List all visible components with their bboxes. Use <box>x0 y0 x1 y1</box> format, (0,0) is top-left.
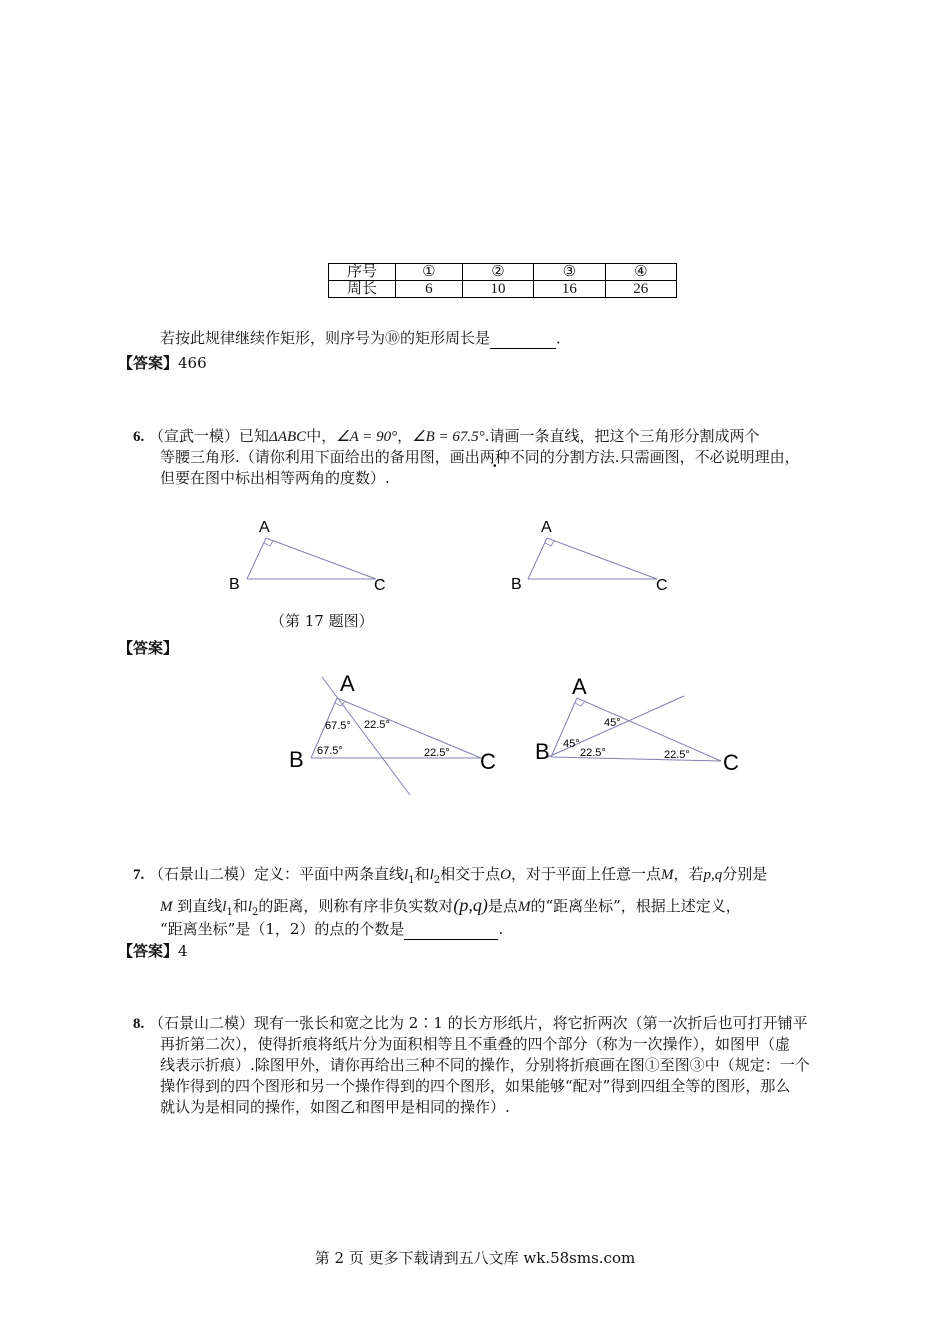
variable-symbol: p,q <box>703 867 723 883</box>
answer-figure-1 <box>311 677 481 795</box>
emphasis-text: 两种 <box>479 448 510 466</box>
triangle-symbol: ΔABC <box>269 429 307 445</box>
vertex-label-c: C <box>374 577 386 594</box>
vertex-label-a: A <box>541 519 552 536</box>
figure-caption <box>270 611 374 631</box>
table-cell: 26 <box>605 281 676 298</box>
answer-label: 【答案】 <box>118 942 179 960</box>
q6-figures <box>0 510 950 630</box>
point-symbol: M <box>517 899 531 915</box>
q6-text: ， <box>397 427 413 445</box>
answer-label: 【答案】 <box>118 639 179 657</box>
table-cell: 周长 <box>329 281 396 298</box>
table-cell: 6 <box>396 281 463 298</box>
angle-label: 22.5° <box>664 749 690 761</box>
line-symbol: l <box>429 867 434 883</box>
q7-text: ，若 <box>673 865 704 883</box>
footer-text: 第 2 页 更多下载请到五八文库 wk.58sms.com <box>314 1249 636 1267</box>
q7-line1 <box>133 864 767 891</box>
q6-text: 不同的分割方法.只需画图，不必说明理由， <box>509 448 800 466</box>
q8-text: 再折第二次），使得折痕将纸片分为面积相等且不重叠的四个部分（称为一次操作），如图甲（虚 <box>160 1035 791 1053</box>
q7-answer <box>118 941 188 961</box>
q6-text: （宣武一模）已知 <box>149 427 270 445</box>
vertex-label-c: C <box>480 749 496 774</box>
page-footer <box>0 1247 950 1268</box>
q7-text: “距离坐标”是（1，2）的点的个数是 <box>160 920 405 938</box>
table-cell: 序号 <box>329 264 396 281</box>
caption-text: （第 17 题图） <box>270 612 374 630</box>
subscript: 1 <box>226 907 233 918</box>
q6-line1 <box>133 426 759 447</box>
answer-blank <box>490 328 556 349</box>
q5-answer <box>118 353 207 373</box>
q8-text: 线表示折痕）.除图甲外，请你再给出三种不同的操作，分别将折痕画在图①至图③中（规定：一个 <box>160 1056 810 1074</box>
vertex-label-b: B <box>511 576 522 593</box>
q8-text: （石景山二模）现有一张长和宽之比为 2∶1 的长方形纸片，将它折两次（第一次折后也可打开铺平 <box>149 1014 808 1032</box>
subscript: 2 <box>252 907 259 918</box>
question-number: 7. <box>133 867 145 883</box>
sequence-table <box>328 263 677 298</box>
answer-value: 466 <box>178 354 207 372</box>
angle-label: 45° <box>563 738 580 750</box>
q5-text-before: 若按此规律继续作矩形，则序号为⑩的矩形周长是 <box>160 329 491 347</box>
vertex-label-a: A <box>259 519 270 536</box>
answer-blank <box>404 919 498 940</box>
table-row <box>329 281 677 298</box>
angle-label: 22.5° <box>580 747 606 759</box>
angle-label: 22.5° <box>424 747 450 759</box>
angle-a: ∠A = 90° <box>336 429 398 445</box>
subscript: 1 <box>408 875 415 886</box>
subscript: 2 <box>433 875 441 886</box>
line-symbol: l <box>404 867 409 883</box>
q8-line2 <box>160 1034 790 1054</box>
vertex-label-c: C <box>656 577 668 594</box>
point-symbol: O <box>500 867 512 883</box>
q8-text: 就认为是相同的操作，如图乙和图甲是相同的操作）. <box>160 1098 510 1116</box>
q7-text: 是点 <box>487 897 518 915</box>
angle-label: 67.5° <box>317 745 343 757</box>
q7-text: 分别是 <box>722 865 768 883</box>
q8-line1 <box>133 1013 808 1034</box>
q7-text: 和 <box>414 865 430 883</box>
vertex-label-a: A <box>340 671 355 696</box>
angle-label: 45° <box>604 717 621 729</box>
table-cell: 10 <box>462 281 533 298</box>
vertex-label-b: B <box>229 576 240 593</box>
answer-value: 4 <box>178 942 188 960</box>
question-number: 8. <box>133 1016 145 1032</box>
table-cell: ② <box>462 264 533 281</box>
answer-figure-2 <box>548 696 721 761</box>
table-cell: ④ <box>605 264 676 281</box>
question-number: 6. <box>133 429 145 445</box>
q7-text: （石景山二模）定义：平面中两条直线 <box>149 865 405 883</box>
q7-line3 <box>160 919 503 940</box>
q7-text: 和 <box>232 897 248 915</box>
q6-text: 等腰三角形.（请你利用下面给出的备用图，画出 <box>160 448 480 466</box>
q7-text: 的“距离坐标”，根据上述定义， <box>530 897 741 915</box>
q8-line4 <box>160 1076 790 1096</box>
q6-text: .请画一条直线，把这个三角形分割成两个 <box>484 427 760 445</box>
triangle-figure-2 <box>528 538 657 579</box>
q5-text-after: ． <box>556 329 572 347</box>
q7-text: . <box>498 920 504 938</box>
table-cell: 16 <box>534 281 605 298</box>
vertex-label-c: C <box>723 750 739 775</box>
q8-text: 操作得到的四个图形和另一个操作得到的四个图形，如果能够“配对”得到四组全等的图形，那么 <box>160 1077 791 1095</box>
q6-text: 中， <box>306 427 337 445</box>
q6-text: 但要在图中标出相等两角的度数）. <box>160 469 390 487</box>
q6-answer-figures <box>0 665 950 800</box>
q6-line2 <box>160 447 800 467</box>
q7-text: ，对于平面上任意一点 <box>511 865 662 883</box>
angle-b: ∠B = 67.5° <box>412 429 485 445</box>
q8-line5 <box>160 1097 510 1117</box>
vertex-label-b: B <box>289 747 304 772</box>
vertex-label-a: A <box>572 674 587 699</box>
line-symbol: l <box>247 899 253 915</box>
q6-line3 <box>160 468 390 488</box>
angle-label: 22.5° <box>364 719 390 731</box>
vertex-label-b: B <box>535 739 550 764</box>
q5-text <box>160 328 571 349</box>
angle-label: 67.5° <box>325 720 351 732</box>
point-symbol: M <box>160 899 173 915</box>
table-cell: ① <box>396 264 463 281</box>
ordered-pair: (p,q) <box>453 895 488 915</box>
q8-line3 <box>160 1055 810 1075</box>
table-cell: ③ <box>534 264 605 281</box>
q7-text: 相交于点 <box>440 865 501 883</box>
triangle-figure-1 <box>247 538 376 579</box>
q7-text: 的距离，则称有序非负实数对 <box>258 897 454 915</box>
answer-label: 【答案】 <box>118 354 179 372</box>
q6-answer <box>118 638 178 658</box>
point-symbol: M <box>661 867 674 883</box>
table-row <box>329 264 677 281</box>
line-symbol: l <box>222 899 227 915</box>
q7-text: 到直线 <box>177 897 223 915</box>
